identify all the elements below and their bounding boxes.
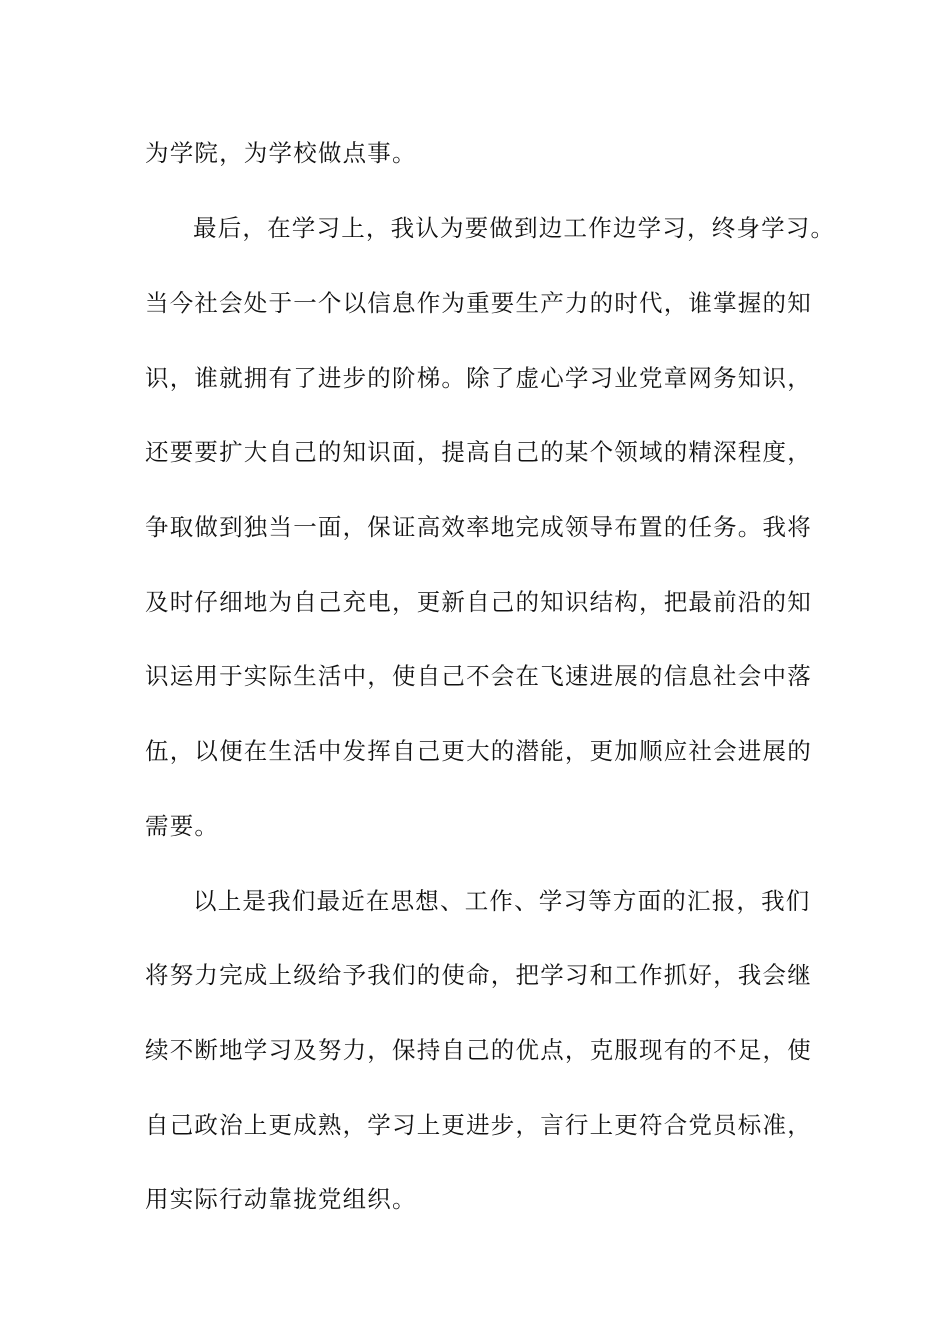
text-line-6: 争取做到独当一面，保证高效率地完成领导布置的任务。我将 (145, 513, 812, 541)
text-line-9: 伍，以便在生活中发挥自己更大的潜能，更加顺应社会进展的 (145, 737, 812, 765)
text-line-4: 识，谁就拥有了进步的阶梯。除了虚心学习业党章网务知识， (145, 364, 812, 392)
paragraph-start-line: 最后，在学习上，我认为要做到边工作边学习，终身学习。 (193, 214, 836, 242)
text-line-8: 识运用于实际生活中，使自己不会在飞速进展的信息社会中落 (145, 662, 812, 690)
text-line-5: 还要要扩大自己的知识面，提高自己的某个领域的精深程度， (145, 438, 812, 466)
text-line-10: 需要。 (145, 812, 220, 840)
paragraph-start-line: 以上是我们最近在思想、工作、学习等方面的汇报，我们 (193, 887, 811, 915)
text-line-12: 将努力完成上级给予我们的使命，把学习和工作抓好，我会继 (145, 961, 812, 989)
text-line-15: 用实际行动靠拢党组织。 (145, 1185, 417, 1213)
text-line-1: 为学院，为学校做点事。 (145, 139, 417, 167)
text-line-14: 自己政治上更成熟，学习上更进步，言行上更符合党员标准， (145, 1111, 812, 1139)
text-line-7: 及时仔细地为自己充电，更新自己的知识结构，把最前沿的知 (145, 588, 812, 616)
text-line-13: 续不断地学习及努力，保持自己的优点，克服现有的不足，使 (145, 1036, 812, 1064)
text-line-3: 当今社会处于一个以信息作为重要生产力的时代，谁掌握的知 (145, 289, 812, 317)
